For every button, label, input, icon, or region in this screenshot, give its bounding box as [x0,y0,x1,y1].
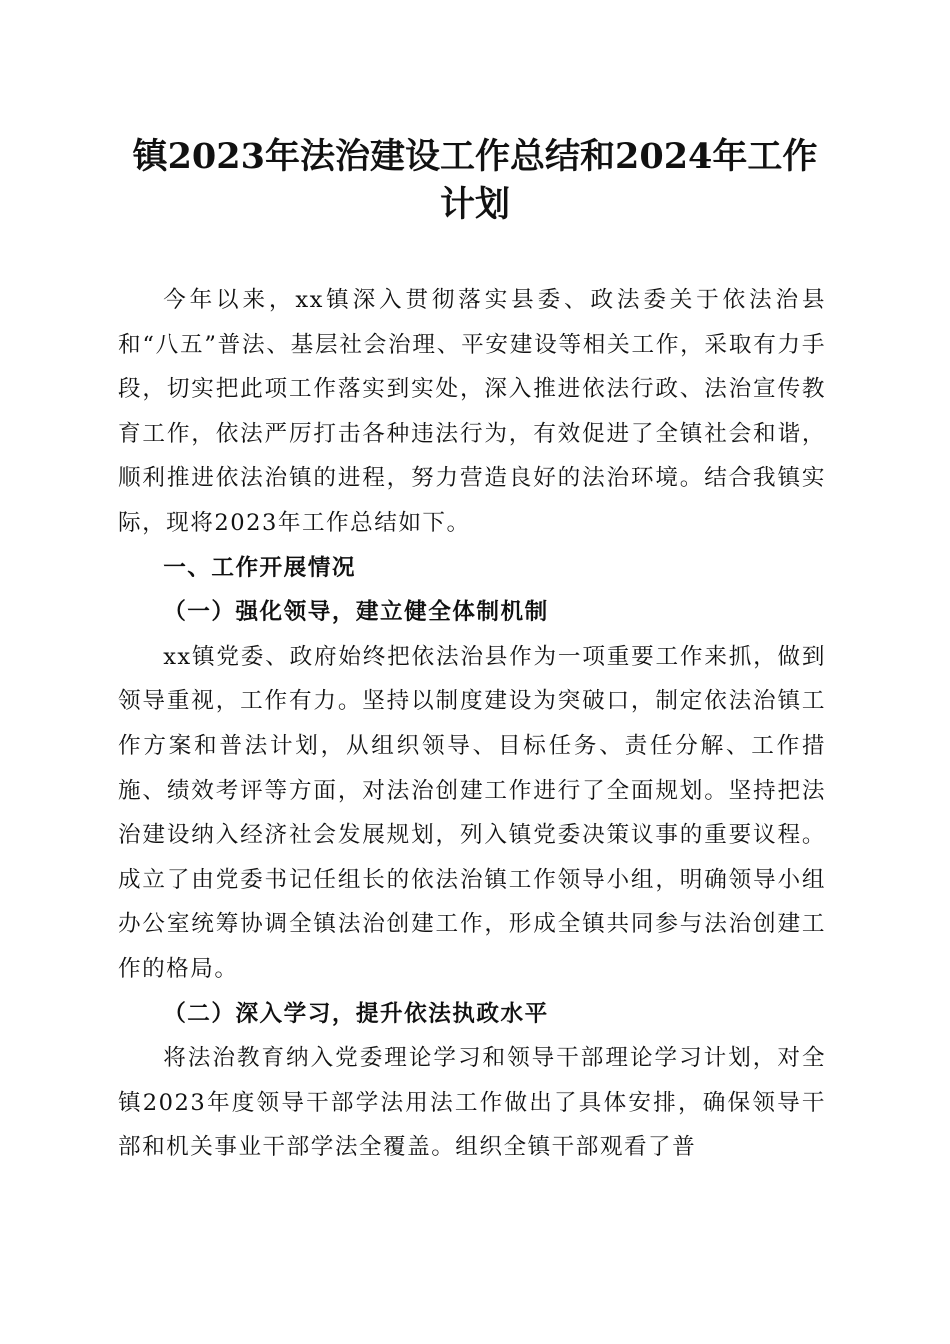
leadership-paragraph: xx镇党委、政府始终把依法治县作为一项重要工作来抓，做到领导重视，工作有力。坚持以制度建设为突破口，制定依法治镇工作方案和普法计划，从组织领导、目标任务、责任分解、工作措施、绩效考评等方面，对法治创建工作进行了全面规划。坚持把法治建设纳入经济社会发展规划，列入镇党委决策议事的重要议程。成立了由党委书记任组长的依法治镇工作领导小组，明确领导小组办公室统筹协调全镇法治创建工作，形成全镇共同参与法治创建工作的格局。 [118,643,826,982]
intro-paragraph: 今年以来，xx镇深入贯彻落实县委、政法委关于依法治县和“八五”普法、基层社会治理、平安建设等相关工作，采取有力手段，切实把此项工作落实到实处，深入推进依法行政、法治宣传教育工作，依法严厉打击各种违法行为，有效促进了全镇社会和谐，顺利推进依法治镇的进程，努力营造良好的法治环境。结合我镇实际，现将2023年工作总结如下。 [118,287,826,536]
document-body [118,278,826,1170]
subsection-heading-leadership: （一）强化领导，建立健全体制机制 [163,599,549,626]
subsection-heading-study: （二）深入学习，提升依法执政水平 [163,1000,549,1027]
document-title: 镇2023年法治建设工作总结和2024年工作计划 [132,136,818,225]
section-heading-work-status: 一、工作开展情况 [163,554,356,581]
study-paragraph: 将法治教育纳入党委理论学习和领导干部理论学习计划，对全镇2023年度领导干部学法用法工作做出了具体安排，确保领导干部和机关事业干部学法全覆盖。组织全镇干部观看了普 [118,1045,826,1161]
